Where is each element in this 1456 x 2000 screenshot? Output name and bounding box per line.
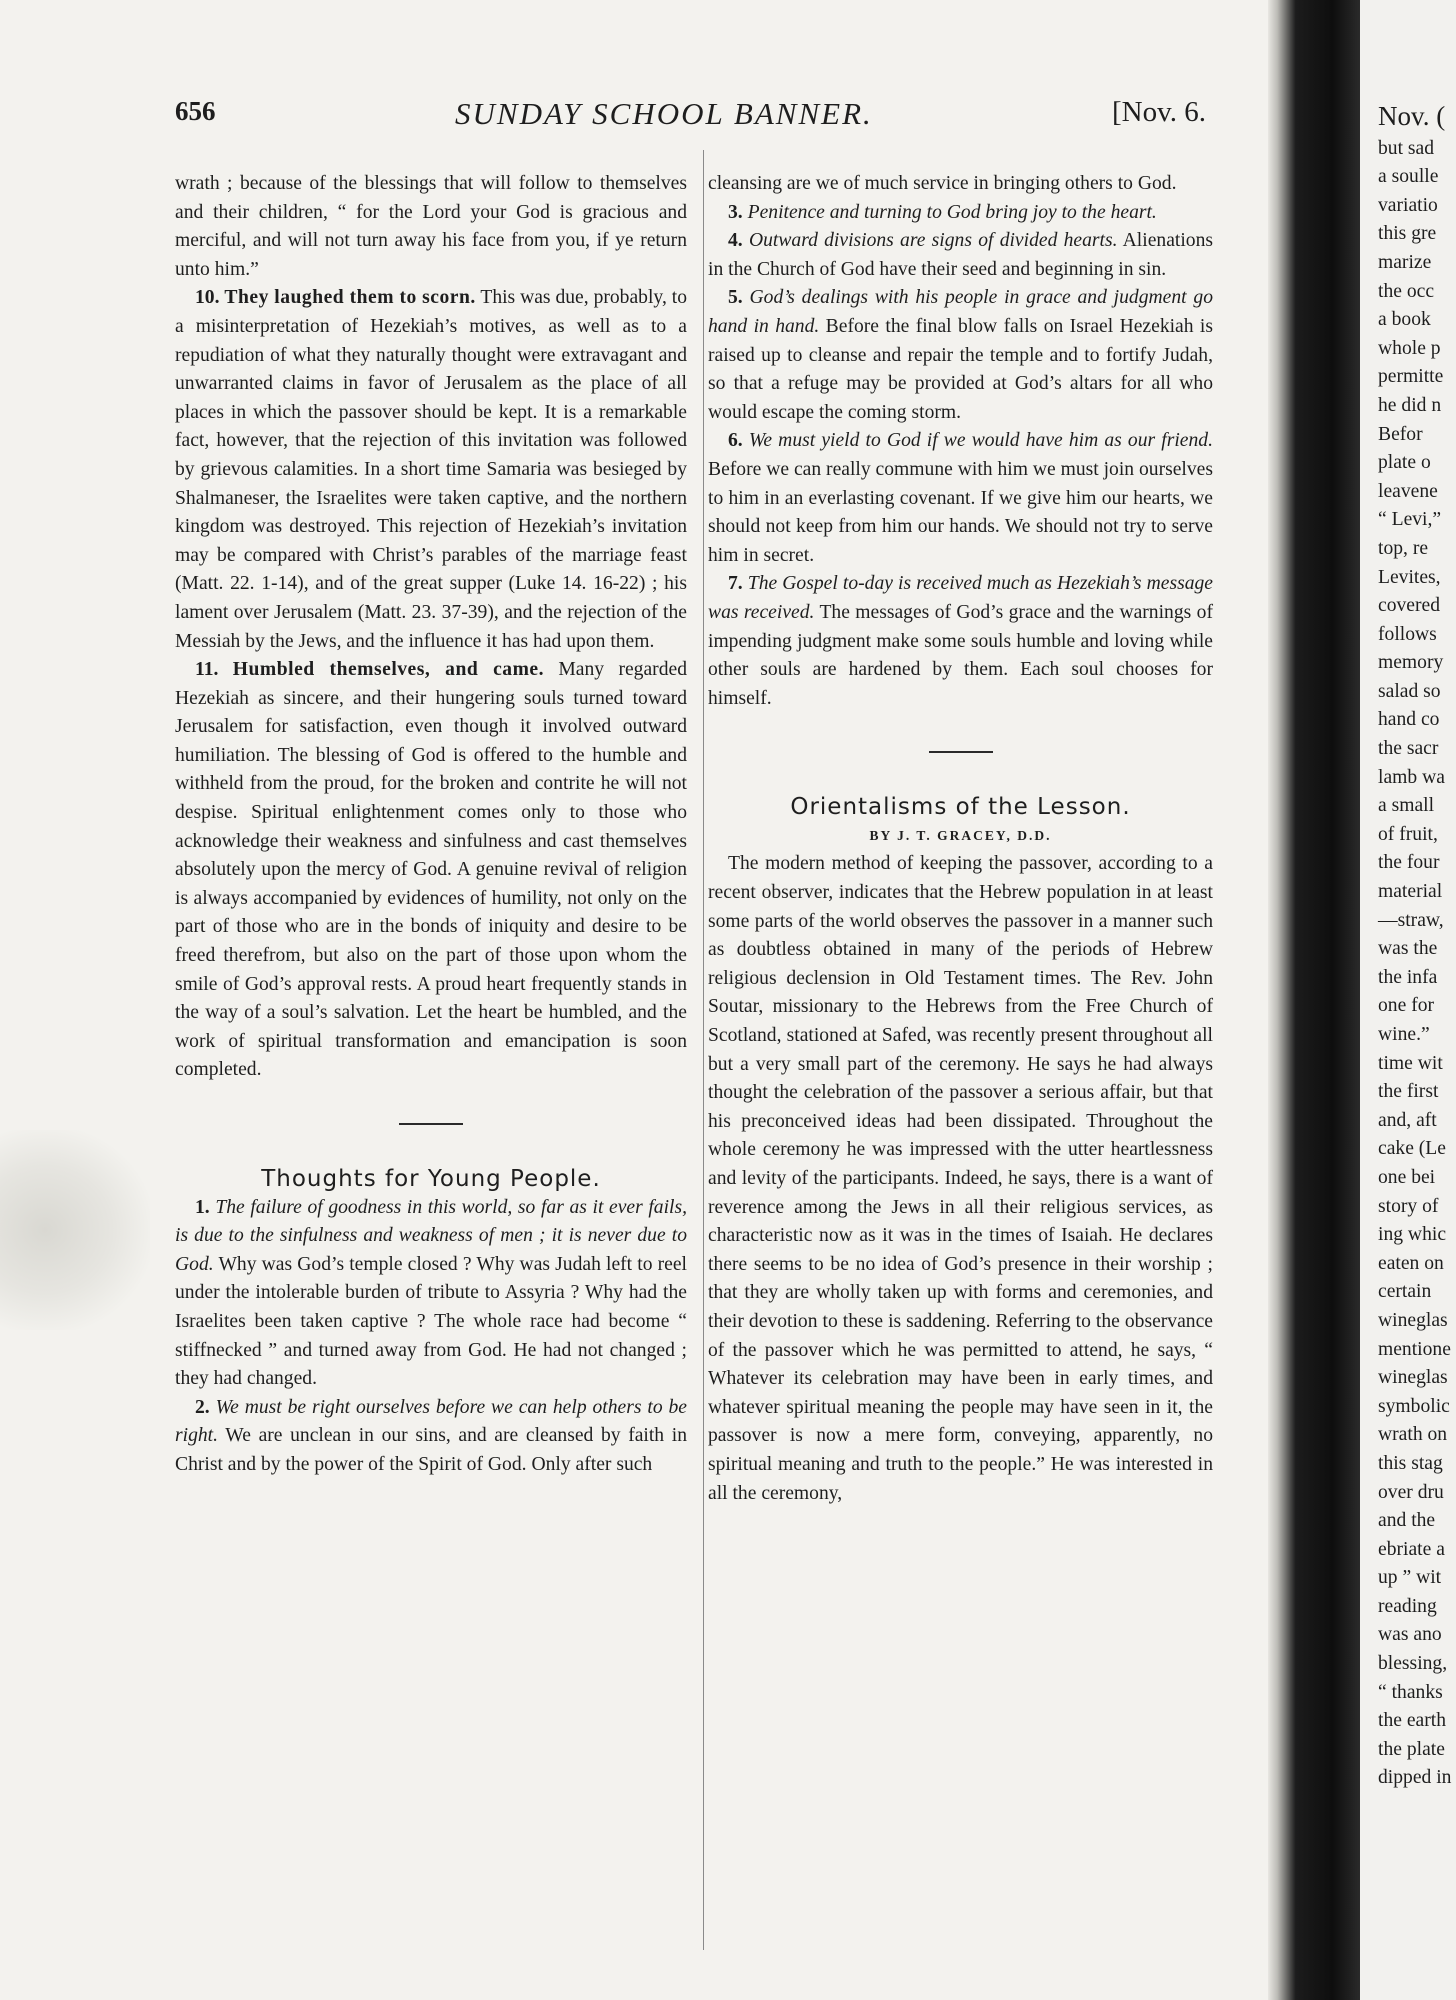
item-body: Before the final blow falls on Israel Hezekiah is raised up to cleanse and repair the temple and to fortify Judah, so that a refuge may be provided at God’s altars for all who would escape the coming storm.: [708, 315, 1214, 423]
paragraph: The modern method of keeping the passover, according to a recent observer, indicates that the Hebrew population in at least some parts of the world observes the passover in a manner such as doubtless obtained in many of the periods of Hebrew religious declension in Old Testament times. The Rev. John Soutar, missionary to the Hebrews from the Free Church of Scotland, stationed at Safed, was recently present throughout all but a very small part of the ceremony. He says he had always thought the celebration of the passover a serious affair, but that his preconceived ideas had been dissipated. Throughout the whole ceremony he was impressed with the utter heartlessness and levity of the participants. Indeed, he says, there is a want of reverence among the Jews in all their religious services, as characteristic now as it was in the times of Isaiah. He declares there seems to be no idea of God’s presence in their worship ; that they are wholly taken up with forms and ceremonies, and their devotion to these is saddening. Referring to the observance of the passover which he was permitted to attend, he says, “ Whatever its celebration may have been in early times, and whatever spiritual meaning the people may have seen in it, the passover is now a mere form, conveying, apparently, no spiritual meaning and truth to the people.” He was interested in all the ceremony,: [708, 853, 1213, 1504]
item-number: 5.: [728, 287, 743, 309]
next-page-line: memory: [1378, 652, 1444, 674]
next-page-line: permitte: [1378, 366, 1444, 388]
section-title: Orientalisms of the Lesson.: [790, 794, 1131, 821]
thought-item: [708, 227, 1213, 284]
paragraph: cleansing are we of much service in bringing others to God.: [708, 173, 1177, 194]
next-page-line: wrath on: [1378, 1424, 1448, 1446]
next-page-line: “ thanks: [1378, 1681, 1443, 1703]
paper-stain: [0, 1130, 150, 1330]
next-page-line: he did n: [1378, 394, 1442, 416]
next-page-header: Nov. (: [1378, 101, 1446, 131]
next-page-line: dipped in: [1378, 1767, 1452, 1789]
next-page-line: mentione: [1378, 1338, 1451, 1360]
next-page-line: the earth: [1378, 1710, 1446, 1732]
section-divider: [399, 1123, 463, 1125]
next-page-line: cake (Le: [1378, 1138, 1446, 1160]
issue-date: [Nov. 6.: [1112, 96, 1206, 128]
item-number: 6.: [728, 430, 743, 452]
item-heading: They laughed them to scorn.: [224, 287, 476, 309]
next-page-line: of fruit,: [1378, 823, 1438, 845]
next-page-line: follows: [1378, 623, 1437, 645]
thought-item: [708, 427, 1213, 570]
paragraph: wrath ; because of the blessings that will follow to themselves and their children, “ for the Lord your God is gracious and merciful, and will not turn away his face from you, if ye return unto him.”: [175, 173, 687, 280]
next-page-line: Levites,: [1378, 566, 1441, 588]
next-page-line: lamb wa: [1378, 766, 1445, 788]
next-page-column: [1378, 96, 1456, 1793]
next-page-line: variatio: [1378, 194, 1438, 216]
journal-title: SUNDAY SCHOOL BANNER.: [455, 96, 873, 131]
next-page-line: over dru: [1378, 1481, 1444, 1503]
item-body: Alienations in the Church of God have their seed and beginning in sin.: [708, 230, 1213, 280]
next-page-line: one for: [1378, 995, 1435, 1017]
next-page-line: Befor: [1378, 423, 1423, 445]
next-page-line: time wit: [1378, 1052, 1443, 1074]
next-page-line: eaten on: [1378, 1252, 1444, 1274]
next-page-line: covered: [1378, 595, 1441, 617]
next-page-line: salad so: [1378, 680, 1441, 702]
item-body: Before we can really commune with him we must join ourselves to him in an everlasting covenant. If we give him our hearts, we should not keep from him our hands. We should not try to serve him in secret.: [708, 458, 1213, 566]
next-page-line: marize: [1378, 251, 1432, 273]
next-page-line: up ” wit: [1378, 1567, 1442, 1589]
next-page-line: a small: [1378, 795, 1435, 817]
item-body: The messages of God’s grace and the warnings of impending judgment make some souls humble and loving while other souls are hardened by them. Each soul chooses for himself.: [708, 601, 1213, 709]
next-page-line: hand co: [1378, 709, 1440, 731]
item-number: 3.: [728, 201, 743, 223]
next-page-line: the infa: [1378, 966, 1438, 988]
thought-item: [708, 199, 1213, 228]
page-number: 656: [175, 96, 216, 126]
section-divider: [929, 751, 993, 753]
next-page-line: the first: [1378, 1081, 1439, 1103]
thought-item: [708, 570, 1213, 713]
next-page-line: and the: [1378, 1510, 1436, 1532]
thought-item: [175, 1394, 687, 1480]
left-column: [175, 170, 687, 1480]
next-page-line: wineglas: [1378, 1367, 1448, 1389]
middle-column: [708, 170, 1213, 1508]
item-number: 4.: [728, 230, 743, 252]
next-page-line: a soulle: [1378, 166, 1439, 188]
next-page-line: the plate: [1378, 1738, 1445, 1760]
item-heading: We must be right ourselves before we can help others to be right.: [175, 1396, 687, 1447]
numbered-paragraph: [175, 656, 687, 1085]
item-number: 10.: [195, 287, 220, 309]
thought-item: [175, 1194, 687, 1394]
next-page-line: this gre: [1378, 223, 1437, 245]
next-page-line: leavene: [1378, 480, 1438, 502]
item-body: We are unclean in our sins, and are cleansed by faith in Christ and by the power of the Spirit of God. Only after such: [175, 1425, 687, 1475]
item-body: Many regarded Hezekiah as sincere, and their hungering souls turned toward Jerusalem for satisfaction, even though it involved outward humiliation. The blessing of God is offered to the humble and withheld from the proud, for the broken and contrite he will not despise. Spiritual enlightenment comes only to those who acknowledge their weakness and sinfulness and cast themselves absolutely upon the mercy of God. A genuine revival of religion is always accompanied by evidences of humility, not only on the part of those who are in the bonds of iniquity and desire to be freed therefrom, but also on the part of those upon whom the smile of God’s approval rests. A proud heart frequently stands in the way of a soul’s salvation. Let the heart be humbled, and the work of spiritual transformation and emancipation is soon completed.: [175, 659, 687, 1081]
item-body: Why was God’s temple closed ? Why was Judah left to reel under the intolerable burden of tribute to Assyria ? Why had the Israelites been taken captive ? The whole race had become “ stiffnecked ” and turned away from God. He had not changed ; they had changed.: [175, 1253, 687, 1390]
next-page-line: plate o: [1378, 452, 1431, 474]
byline: BY J. T. GRACEY, D.D.: [869, 827, 1052, 843]
next-page-line: wineglas: [1378, 1309, 1448, 1331]
next-page-line: but sad: [1378, 137, 1435, 159]
item-number: 1.: [195, 1196, 210, 1218]
next-page-line: was ano: [1378, 1624, 1442, 1646]
next-page-line: this stag: [1378, 1452, 1443, 1474]
next-page-line: whole p: [1378, 337, 1441, 359]
item-heading: Outward divisions are signs of divided hearts.: [742, 230, 1118, 252]
item-number: 7.: [728, 573, 743, 595]
item-heading: We must yield to God if we would have him as our friend.: [742, 430, 1213, 452]
next-page-line: story of: [1378, 1195, 1439, 1217]
next-page-line: the occ: [1378, 280, 1435, 302]
item-heading: Penitence and turning to God bring joy to the heart.: [742, 201, 1157, 223]
next-page-line: and, aft: [1378, 1109, 1437, 1131]
item-number: 11.: [195, 659, 219, 681]
next-page-line: ing whic: [1378, 1224, 1447, 1246]
item-heading: Humbled themselves, and came.: [232, 659, 545, 681]
next-page-line: was the: [1378, 938, 1438, 960]
next-page-line: material: [1378, 881, 1443, 903]
next-page-line: certain: [1378, 1281, 1432, 1303]
next-page-line: the four: [1378, 852, 1440, 874]
book-gutter: [1268, 0, 1360, 2000]
thought-item: [708, 284, 1213, 427]
next-page-line: a book: [1378, 309, 1431, 331]
item-number: 2.: [195, 1396, 210, 1418]
item-body: This was due, probably, to a misinterpretation of Hezekiah’s motives, as well as to a repudiation of what they naturally thought were extravagant and unwarranted claims in favor of Jerusalem as the place of all places in which the passover should be kept. It is a remarkable fact, however, that the rejection of this invitation was followed by grievous calamities. In a short time Samaria was besieged by Shalmaneser, the Israelites were taken captive, and the northern kingdom was destroyed. This rejection of Hezekiah’s invitation may be compared with Christ’s parables of the marriage feast (Matt. 22. 1-14), and of the great supper (Luke 14. 16-22) ; his lament over Jerusalem (Matt. 23. 37-39), and the rejection of the Messiah by the Jews, and the influence it has had upon them.: [175, 287, 687, 652]
next-page-line: wine.”: [1378, 1024, 1430, 1045]
item-heading: The Gospel to-day is received much as Hezekiah’s message was received.: [708, 573, 1213, 623]
next-page-line: top, re: [1378, 537, 1429, 559]
column-rule: [703, 150, 704, 1950]
next-page-line: —straw,: [1378, 909, 1444, 931]
item-heading: The failure of goodness in this world, so far as it ever fails, is due to the sinfulness and weakness of men ; it is never due to God.: [175, 1196, 687, 1275]
next-page-line: reading: [1378, 1595, 1437, 1617]
section-title: Thoughts for Young People.: [261, 1166, 601, 1192]
next-page-line: ebriate a: [1378, 1538, 1445, 1560]
next-page-line: “ Levi,”: [1378, 509, 1442, 531]
item-heading: God’s dealings with his people in grace and judgment go hand in hand.: [708, 287, 1213, 337]
next-page-line: one bei: [1378, 1166, 1436, 1188]
numbered-paragraph: [175, 284, 687, 656]
next-page-line: symbolic: [1378, 1395, 1450, 1417]
next-page-line: the sacr: [1378, 738, 1439, 760]
next-page-line: blessing,: [1378, 1653, 1448, 1675]
